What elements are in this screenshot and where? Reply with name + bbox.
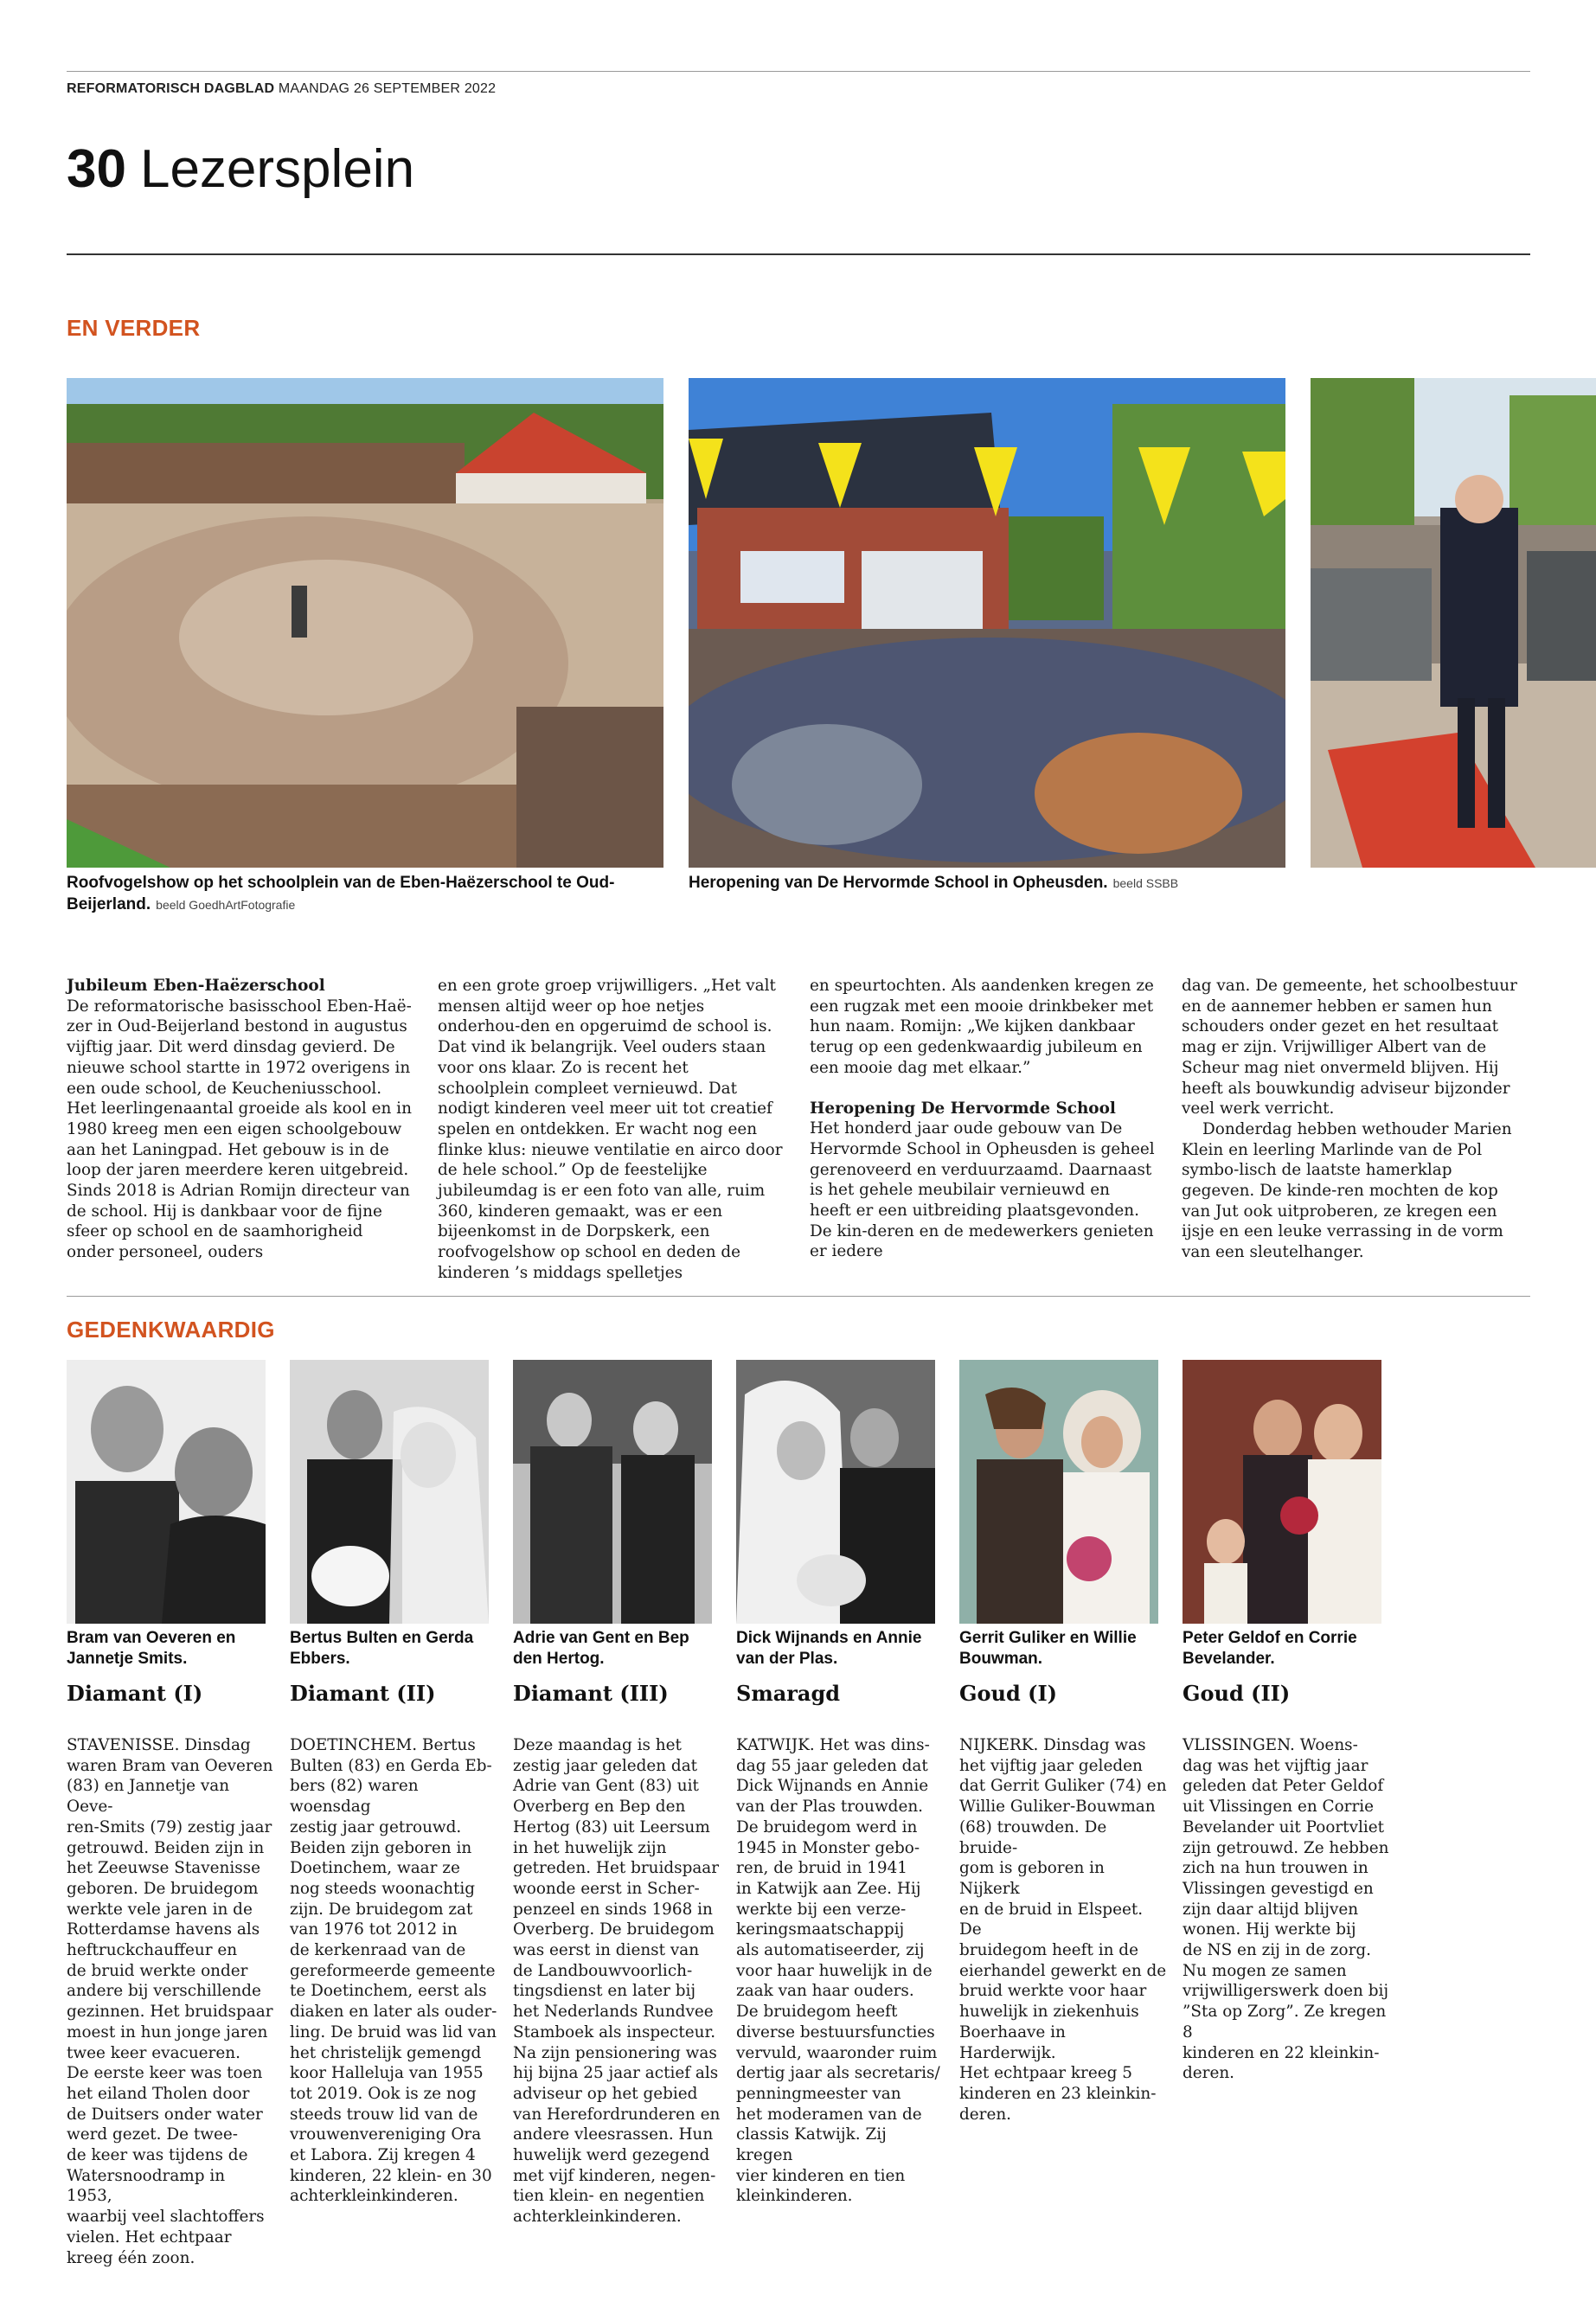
- couple-names-5: Gerrit Guliker en Willie Bouwman.: [959, 1629, 1137, 1668]
- anniversary-title-3: Diamant (III): [513, 1681, 669, 1706]
- anniversary-title-2: Diamant (II): [290, 1681, 436, 1706]
- article-text: dag van. De gemeente, het schoolbestuur en de aannemer hebben er samen hun schouders onder gezet en het resultaat mag er zijn. Vrijwilliger Albert van de Scheur mag niet onvermeld blijven. Hij heeft als bouwkundig adviseur bijzonder veel werk verricht.: [1182, 977, 1517, 1118]
- title-rule: [67, 253, 1530, 255]
- article-col-2: [438, 976, 784, 1284]
- portrait-guliker: [959, 1360, 1158, 1624]
- masthead: [67, 81, 496, 97]
- photo-heropening: [689, 378, 1285, 868]
- couple-names-3: Adrie van Gent en Bep den Hertog.: [513, 1629, 689, 1668]
- article-col-4: [1182, 976, 1528, 1263]
- section-name: Lezersplein: [139, 139, 415, 199]
- anniversary-text-6: VLISSINGEN. Woens- dag was het vijftig jaar geleden dat Peter Geldof uit Vlissingen en Corrie Bevelander uit Poortvliet zijn getrouwd. Ze hebben zich na hun trouwen in Vlissingen gevestigd en zijn daar altijd blijven wonen. Hij werkte bij de NS en zij in de zorg. Nu mogen ze samen vrijwilligerswerk doen bij ”Sta op Zorg”. Ze kregen 8 kinderen en 22 kleinkin- deren.: [1183, 1736, 1389, 2083]
- portrait-geldof: [1183, 1360, 1381, 1624]
- subhead-heropening: Heropening De Hervormde School: [810, 1099, 1116, 1118]
- caption-text: Roofvogelshow op het schoolplein van de Eben-Haëzerschool te Oud-Beijerland.: [67, 874, 615, 913]
- article-text: en een grote groep vrijwilligers. „Het valt mensen altijd weer op hoe netjes onderhou-den en opgeruimd de school is. Dat vind ik belangrijk. Veel ouders staan voor ons klaar. Zo is recent het schoolplein compleet vernieuwd. Dat nodigt kinderen veel meer uit tot creatief spelen en ontdekken. Er wacht nog een flinke klus: nieuwe ventilatie en airco door de hele school.” Op de feestelijke jubileumdag is er een foto van alle, ruim 360, kinderen gemaakt, was er een bijeenkomst in de Dorpskerk, een roofvogelshow op school en deden de kinderen ’s middags spelletjes: [438, 977, 783, 1282]
- section-heading-gedenkwaardig: GEDENKWAARDIG: [67, 1317, 275, 1343]
- article-col-1: [67, 976, 413, 1263]
- issue-date: MAANDAG 26 SEPTEMBER 2022: [278, 81, 497, 96]
- portrait-bulten: [290, 1360, 489, 1624]
- portrait-van-oeveren: [67, 1360, 266, 1624]
- portrait-van-gent: [513, 1360, 712, 1624]
- top-rule: [67, 71, 1530, 72]
- couple-names-4: Dick Wijnands en Annie van der Plas.: [736, 1629, 922, 1668]
- anniversary-title-4: Smaragd: [736, 1681, 841, 1706]
- anniversary-title-6: Goud (II): [1183, 1681, 1291, 1706]
- article-text: Donderdag hebben wethouder Marien Klein en leerling Marlinde van de Pol symbo-lisch de laatste hamerklap gegeven. De kinde-ren mochten de kop van Jut ook uitproberen, ze kregen een ijsje en een leuke verrassing in de vorm van een sleutelhanger.: [1182, 1119, 1512, 1262]
- subhead-jubileum: Jubileum Eben-Haëzerschool: [67, 977, 325, 995]
- couple-names-6: Peter Geldof en Corrie Bevelander.: [1183, 1629, 1357, 1668]
- anniversary-text-2: DOETINCHEM. Bertus Bulten (83) en Gerda Eb- bers (82) waren woensdag zestig jaar getrouwd. Beiden zijn geboren in Doetinchem, waar ze nog steeds woonachtig zijn. De bruidegom zat van 1976 tot 2012 in de kerkenraad van de gereformeerde gemeente te Doetinchem, eerst als diaken en later als ouder- ling. De bruid was lid van het christelijk gemengd koor Halleluja van 1955 tot 2019. Ook is ze nog steeds trouw lid van de vrouwenvereniging Ora et Labora. Zij kregen 4 kinderen, 22 klein- en 30 achterkleinkinderen.: [290, 1736, 497, 2206]
- couple-names-1: Bram van Oeveren en Jannetje Smits.: [67, 1629, 236, 1668]
- portrait-wijnands: [736, 1360, 935, 1624]
- page-number: 30: [67, 139, 126, 199]
- page-title: [67, 139, 415, 199]
- photo-ribbon-cutting: [1311, 378, 1596, 868]
- paper-name: REFORMATORISCH DAGBLAD: [67, 81, 275, 96]
- section-heading-en-verder: EN VERDER: [67, 315, 201, 341]
- caption-photo-1: [67, 872, 620, 916]
- photo-credit: beeld SSBB: [1112, 876, 1179, 890]
- anniversary-text-1: STAVENISSE. Dinsdag waren Bram van Oeveren (83) en Jannetje van Oeve- ren-Smits (79) zestig jaar getrouwd. Beiden zijn in het Zeeuwse Stavenisse geboren. De bruidegom werkte vele jaren in de Rotterdamse havens als heftruckchauffeur en de bruid werkte onder andere bij verschillende gezinnen. Het bruidspaar moest in hun jonge jaren twee keer evacueren. De eerste keer was toen het eiland Tholen door de Duitsers onder water werd gezet. De twee- de keer was tijdens de Watersnoodramp in 1953, waarbij veel slachtoffers vielen. Het echtpaar kreeg één zoon.: [67, 1736, 273, 2267]
- anniversary-text-5: NIJKERK. Dinsdag was het vijftig jaar geleden dat Gerrit Guliker (74) en Willie Guliker-Bouwman (68) trouwden. De bruide- gom is geboren in Nijkerk en de bruid in Elspeet. De bruidegom heeft in de eierhandel gewerkt en de bruid werkte voor haar huwelijk in ziekenhuis Boerhaave in Harderwijk. Het echtpaar kreeg 5 kinderen en 23 kleinkin- deren.: [959, 1736, 1167, 2124]
- anniversary-text-3: Deze maandag is het zestig jaar geleden dat Adrie van Gent (83) uit Overberg en Bep den Hertog (83) uit Leersum in het huwelijk zijn getreden. Het bruidspaar woonde eerst in Scher- penzeel en sinds 1968 in Overberg. De bruidegom was eerst in dienst van de Landbouwvoorlich- tingsdienst en later bij het Nederlands Rundvee Stamboek als inspecteur. Na zijn pensionering was hij bijna 25 jaar actief als adviseur op het gebied van Herefordrunderen en andere vleesrassen. Hun huwelijk werd gezegend met vijf kinderen, negen- tien klein- en negentien achterkleinkinderen.: [513, 1736, 721, 2227]
- photo-credit: beeld GoedhArtFotografie: [156, 898, 296, 912]
- article-text: De reformatorische basisschool Eben-Haë-zer in Oud-Beijerland bestond in augustus vijftig jaar. Dit werd dinsdag gevierd. De nieuwe school startte in 1972 overigens in een oude school, de Keucheniusschool. Het leerlingenaantal groeide als kool en in 1980 kreeg men een eigen schoolgebouw aan het Laningpad. Het gebouw is in de loop der jaren meerdere keren uitgebreid. Sinds 2018 is Adrian Romijn directeur van de school. Hij is dankbaar voor de fijne sfeer op school en de saamhorigheid onder personeel, ouders: [67, 997, 412, 1262]
- article-col-3: [810, 976, 1156, 1262]
- caption-photo-2: [689, 872, 1242, 894]
- couple-names-2: Bertus Bulten en Gerda Ebbers.: [290, 1629, 474, 1668]
- photo-roofvogelshow: [67, 378, 663, 868]
- anniversary-title-1: Diamant (I): [67, 1681, 203, 1706]
- anniversary-title-5: Goud (I): [959, 1681, 1058, 1706]
- section-rule: [67, 1296, 1530, 1297]
- anniversary-text-4: KATWIJK. Het was dins- dag 55 jaar geleden dat Dick Wijnands en Annie van der Plas trouwden. De bruidegom werd in 1945 in Monster gebo- ren, de bruid in 1941 in Katwijk aan Zee. Hij werkte bij een verze- keringsmaatschappij als automatiseerder, zij voor haar huwelijk in de zaak van haar ouders. De bruidegom heeft diverse bestuursfuncties vervuld, waaronder ruim dertig jaar als secretaris/ penningmeester van het moderamen van de classis Katwijk. Zij kregen vier kinderen en tien kleinkinderen.: [736, 1736, 940, 2206]
- article-text: en speurtochten. Als aandenken kregen ze een rugzak met een mooie drinkbeker met hun naam. Romijn: „We kijken dankbaar terug op een gedenkwaardig jubileum en een mooie dag met elkaar.”: [810, 977, 1154, 1077]
- article-text: Het honderd jaar oude gebouw van De Hervormde School in Opheusden is geheel gerenoveerd en verduurzaamd. Daarnaast is het gehele meubilair vernieuwd en heeft er een uitbreiding plaatsgevonden. De kin-deren en de medewerkers genieten er iedere: [810, 1119, 1155, 1261]
- caption-text: Heropening van De Hervormde School in Opheusden.: [689, 874, 1108, 892]
